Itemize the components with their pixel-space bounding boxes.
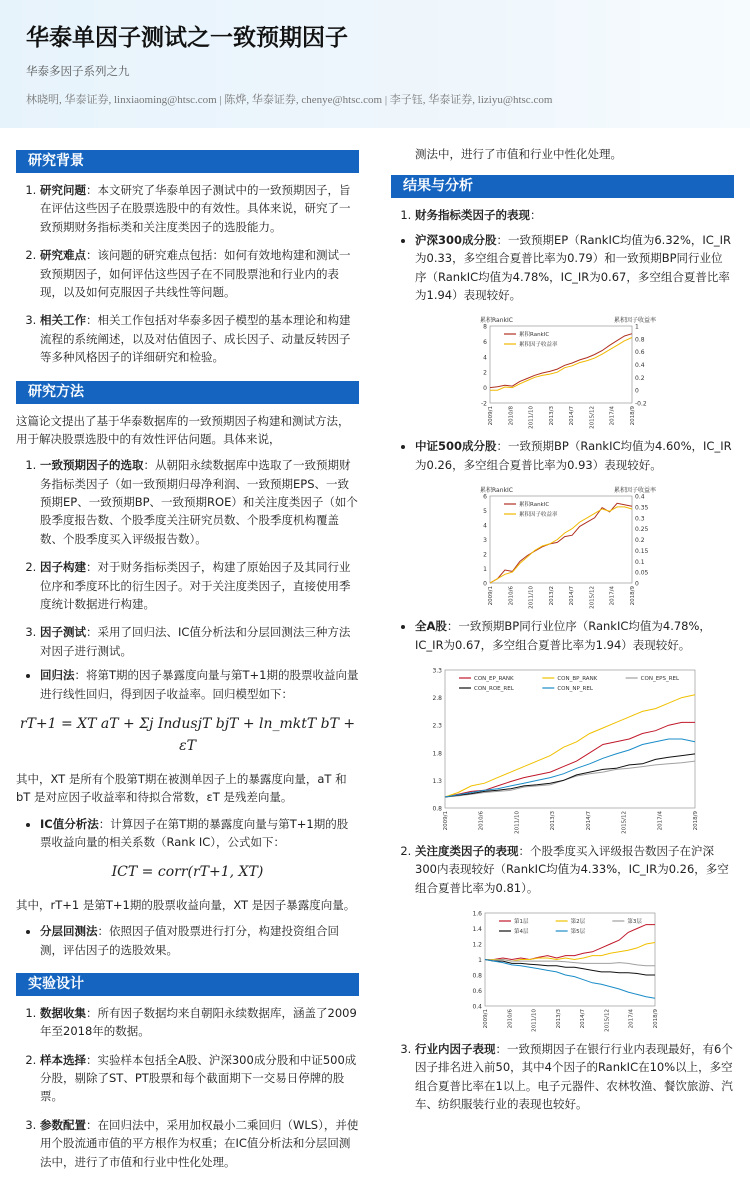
y-tick-label: 6 [482,493,487,501]
y2-tick-label: 0.8 [634,336,645,344]
series-line [485,960,655,999]
legend-label: 累积RankIC [518,502,549,509]
section-heading-background: 研究背景 [16,150,359,173]
page-title: 华泰单因子测试之一致预期因子 [26,25,348,51]
y-tick-label: 1.4 [471,926,482,934]
y-tick-label: 1 [477,957,482,965]
series-line [490,503,632,583]
y-tick-label: 0 [482,385,487,393]
experiment-continuation: 测法中，进行了市值和行业中性化处理。 [415,147,622,161]
y-tick-label: 2 [482,370,487,378]
series-line [490,338,632,391]
item-term: 关注度类因子的表现 [415,843,519,858]
x-tick-label: 2015/12 [621,810,628,834]
legend-label: CON_NP_REL [556,685,593,692]
y2-tick-label: 0.2 [634,375,645,383]
zz500-list [391,437,734,474]
item-text: ：实验样本包括全A股、沪深300成分股和中证500成分股，剔除了ST、PT股票和每个截面期下一交易日停牌的股票。 [40,1052,357,1104]
item-text: ：一致预期EP（RankIC均值为6.32%，IC_IR为0.33，多空组合夏普比率为0.79）和一致预期BP同行业位序（RankIC均值为4.78%，IC_IR为0.67，多空组合夏普比率为1.94）表现较好。 [415,232,731,302]
y-tick-label: 2.8 [431,695,442,703]
y-tick-label: -2 [480,400,487,408]
x-tick-label: 2015/12 [588,406,595,430]
legend-label: 第2层 [570,919,585,926]
x-tick-label: 2013/3 [548,406,555,426]
regression-formula: rT+1 = XT aT + Σj IndusjT bjT + ln_mktT bT + εT [19,715,356,755]
method-intro: 这篇论文提出了基于华泰数据库的一致预期因子构建和测试方法，用于解决股票选股中的有效性评估问题。具体来说， [16,413,350,446]
y-tick-label: 0 [482,580,487,588]
list-item [415,206,734,224]
y-tick-label: 0.8 [471,972,482,980]
y2-tick-label: 0.6 [634,349,645,357]
series-line [485,943,655,962]
y2-tick-label: 0 [634,580,639,588]
x-tick-label: 2014/7 [568,406,575,426]
y-tick-label: 0.4 [471,1003,482,1011]
item-text: ：从朝阳永续数据库中选取了一致预期财务指标类因子（如一致预期归母净利润、一致预期EPS、一致预期EP、一致预期BP、一致预期ROE）和关注度类因子（如个股季度报告数、个股季度关注研究员数、个股季度机构覆盖数、个股季度买入评级报告数）。 [40,458,358,546]
y2-tick-label: -0.2 [634,400,647,408]
x-tick-label: 2017/4 [609,586,616,606]
regression-list [16,666,359,703]
series-line [445,722,695,797]
list-item [40,246,359,301]
x-tick-label: 2010/6 [478,810,485,831]
y-tick-label: 4 [482,522,487,530]
x-tick-label: 2011/10 [528,406,535,430]
item-text: ：一致预期BP（RankIC均值为4.60%，IC_IR为0.26，多空组合夏普比率为0.93）表现较好。 [415,439,732,472]
method-list [16,456,359,660]
item-term: IC值分析法 [40,816,99,831]
x-tick-label: 2014/7 [585,810,592,831]
y2-tick-label: 0.4 [634,493,645,501]
item-text: ：对于财务指标类因子，构建了原始因子及其同行业位序和季度环比的衍生因子。对于关注度类因子，直接使用季度统计数据进行构建。 [40,560,351,612]
plot-frame [490,326,632,403]
author-line: 林晓明, 华泰证券, linxiaoming@htsc.com | 陈烨, 华泰证券, chenye@htsc.com | 李子钰, 华泰证券, liziyu@htsc.com [26,94,553,107]
list-item [415,437,734,474]
legend-label: CON_BP_RANK [556,675,597,682]
x-tick-label: 2017/4 [609,406,616,426]
item-text: ：一致预期BP同行业位序（RankIC均值为4.78%，IC_IR为0.67，多空组合夏普比率为1.94）表现较好。 [415,619,711,652]
legend-label: 第5层 [570,929,585,936]
y-tick-label: 6 [482,339,487,347]
list-item [415,842,734,897]
y-tick-label: 1.2 [471,941,482,949]
list-item [40,1004,359,1041]
y2-tick-label: 0.2 [634,537,645,545]
y-tick-label: 5 [482,508,487,516]
item-text: ： [530,208,542,223]
y2-tick-label: 0.15 [634,548,648,555]
item-term: 一致预期因子的选取 [40,458,144,473]
item-term: 因子构建 [40,560,86,575]
item-term: 数据收集 [40,1005,86,1020]
item-term: 行业内因子表现 [415,1042,496,1057]
left-column [16,150,359,1181]
x-tick-label: 2010/8 [507,406,514,426]
item-term: 回归法 [40,668,75,683]
x-tick-label: 2011/10 [513,810,520,834]
right-axis-label: 累积因子收益率 [613,487,656,495]
poster-header [0,0,750,128]
item-text: ：个股季度买入评级报告数因子在沪深300内表现较好（RankIC均值为4.33%，IC_IR为0.26，多空组合夏普比率为0.81）。 [415,843,729,895]
item-text: ：一致预期因子在银行行业内表现最好，有6个因子排名进入前50，其中4个因子的RankIC在10%以上，多空组合夏普比率在1以上。电子元器件、农林牧渔、餐饮旅游、汽车、纺织服装行业的表现也较好。 [415,1042,733,1112]
y-tick-label: 8 [482,323,487,331]
y2-tick-label: 0.05 [634,569,648,577]
y-tick-label: 0.8 [431,805,442,813]
y2-tick-label: 1 [634,323,639,331]
item-term: 中证500成分股 [415,439,497,454]
list-item [40,922,359,959]
y2-tick-label: 0 [634,388,639,396]
y-tick-label: 1 [482,566,487,574]
series-line [490,334,632,388]
background-list [16,181,359,367]
ic-formula: ICT = corr(rT+1, XT) [111,864,264,881]
item-text: ：采用了回归法、IC值分析法和分层回测法三种方法对因子进行测试。 [40,625,351,658]
chart-alla-nav [423,662,703,832]
list-item [40,1116,359,1171]
y2-tick-label: 0.35 [634,504,648,512]
item-text: ：计算因子在第T期的暴露度向量与第T+1期的股票收益向量的相关系数（Rank IC），公式如下： [40,816,349,849]
x-tick-label: 2010/6 [506,1009,513,1029]
y-tick-label: 3.3 [431,667,442,675]
x-tick-label: 2013/2 [548,586,555,606]
item-text: ：依照因子值对股票进行打分，构建投资组合回测，评估因子的选股效果。 [40,924,339,957]
list-item [40,666,359,703]
alla-list [391,617,734,654]
x-tick-label: 2018/9 [629,586,636,606]
item-term: 财务指标类因子的表现 [415,208,530,223]
item-term: 沪深300成分股 [415,232,497,247]
subtitle: 华泰多因子系列之九 [26,63,130,78]
legend-label: CON_EP_RANK [473,675,514,682]
x-tick-label: 2014/7 [579,1009,586,1029]
y2-tick-label: 0.4 [634,362,645,370]
ic-list [16,815,359,852]
item-text: ：在回归法中，采用加权最小二乘回归（WLS），并使用个股流通市值的平方根作为权重；在IC值分析法和分层回测法中，进行了市值和行业中性化处理。 [40,1117,359,1169]
series-line [445,695,695,797]
results-list-3 [391,1040,734,1114]
y-tick-label: 0.6 [471,988,482,996]
item-text: ：相关工作包括对华泰多因子模型的基本理论和构建流程的系统阐述，以及对估值因子、成长因子、动量反转因子等多种风格因子的详细研究和检验。 [40,313,351,365]
y-tick-label: 1.3 [431,777,442,785]
x-tick-label: 2009/1 [482,1009,489,1029]
hs300-list [391,231,734,305]
item-term: 样本选择 [40,1052,86,1067]
results-list [391,206,734,224]
x-tick-label: 2011/10 [528,586,535,609]
legend-label: 第4层 [513,929,528,936]
x-tick-label: 2017/4 [628,1009,635,1029]
y-tick-label: 4 [482,354,487,362]
item-term: 研究难点 [40,248,86,263]
item-text: ：将第T期的因子暴露度向量与第T+1期的股票收益向量进行线性回归，得到因子收益率。回归模型如下： [40,668,359,701]
x-tick-label: 2014/7 [568,586,575,606]
right-column [391,145,734,1124]
item-term: 全A股 [415,619,447,634]
x-tick-label: 2010/6 [507,586,514,606]
list-item [415,617,734,654]
x-tick-label: 2018/9 [629,406,636,426]
x-tick-label: 2018/9 [652,1009,659,1029]
section-heading-method: 研究方法 [16,381,359,404]
chart-zz500-rankic [468,482,658,607]
legend-label: 第3层 [626,919,642,926]
left-axis-label: 累积RankIC [479,317,513,325]
experiment-list [16,1004,359,1171]
y-tick-label: 2 [482,551,487,559]
item-text: ：所有因子数据均来自朝阳永续数据库，涵盖了2009年至2018年的数据。 [40,1005,357,1039]
y2-tick-label: 0.1 [634,558,645,566]
x-tick-label: 2013/3 [549,810,556,831]
legend-label: CON_EPS_REL [640,675,679,682]
item-term: 因子测试 [40,625,86,640]
y-tick-label: 3 [482,537,487,545]
list-item [40,1051,359,1106]
x-tick-label: 2009/1 [442,810,449,831]
list-item [415,231,734,305]
x-tick-label: 2009/1 [487,586,494,606]
list-item [40,623,359,660]
legend-label: CON_ROE_REL [473,685,514,692]
list-item [40,181,359,236]
x-tick-label: 2011/10 [531,1009,538,1032]
formula2-explanation: 其中，rT+1 是第T+1期的股票收益向量，XT 是因子暴露度向量。 [16,897,356,912]
item-term: 参数配置 [40,1117,86,1132]
list-item [415,1040,734,1114]
results-list-2 [391,842,734,897]
series-line [445,739,695,797]
item-text: ：该问题的研究难点包括：如何有效地构建和测试一致预期因子，如何评估这些因子在不同股票池和行业内的表现，以及如何克服因子共线性等问题。 [40,248,351,299]
section-heading-experiment: 实验设计 [16,973,359,996]
y2-tick-label: 0.3 [634,515,645,523]
left-axis-label: 累积RankIC [479,487,513,495]
y-tick-label: 1.6 [471,910,482,918]
x-tick-label: 2015/12 [588,586,595,609]
list-item [40,311,359,366]
item-term: 研究问题 [40,183,86,197]
y-tick-label: 2.3 [431,722,442,730]
y2-tick-label: 0.25 [634,526,648,534]
item-term: 分层回测法 [40,924,98,939]
section-heading-results: 结果与分析 [391,175,734,198]
legend-label: 累积RankIC [518,332,549,339]
x-tick-label: 2009/1 [487,406,494,426]
right-axis-label: 累积因子收益率 [613,317,656,325]
x-tick-label: 2013/3 [555,1009,562,1029]
legend-label: 第1层 [513,919,528,926]
formula1-explanation: 其中，XT 是所有个股第T期在被测单因子上的暴露度向量，aT 和 bT 是对应因子收益率和待拟合常数，εT 是残差向量。 [16,771,347,805]
x-tick-label: 2015/12 [603,1009,610,1032]
layer-list [16,922,359,959]
list-item [40,815,359,852]
x-tick-label: 2017/4 [656,810,663,831]
x-tick-label: 2018/9 [692,810,699,831]
item-text: ：本文研究了华泰单因子测试中的一致预期因子，旨在评估这些因子在股票选股中的有效性。具体来说，研究了一致预期财务指标类和关注度类因子的选股能力。 [40,183,351,234]
chart-hs300-rankic [468,312,658,430]
list-item [40,558,359,613]
chart-layer-backtest [463,905,663,1030]
item-term: 相关工作 [40,313,86,328]
legend-label: 累积因子收益率 [518,342,558,349]
legend-label: 累积因子收益率 [518,512,558,519]
y-tick-label: 1.8 [431,750,442,758]
list-item [40,456,359,548]
